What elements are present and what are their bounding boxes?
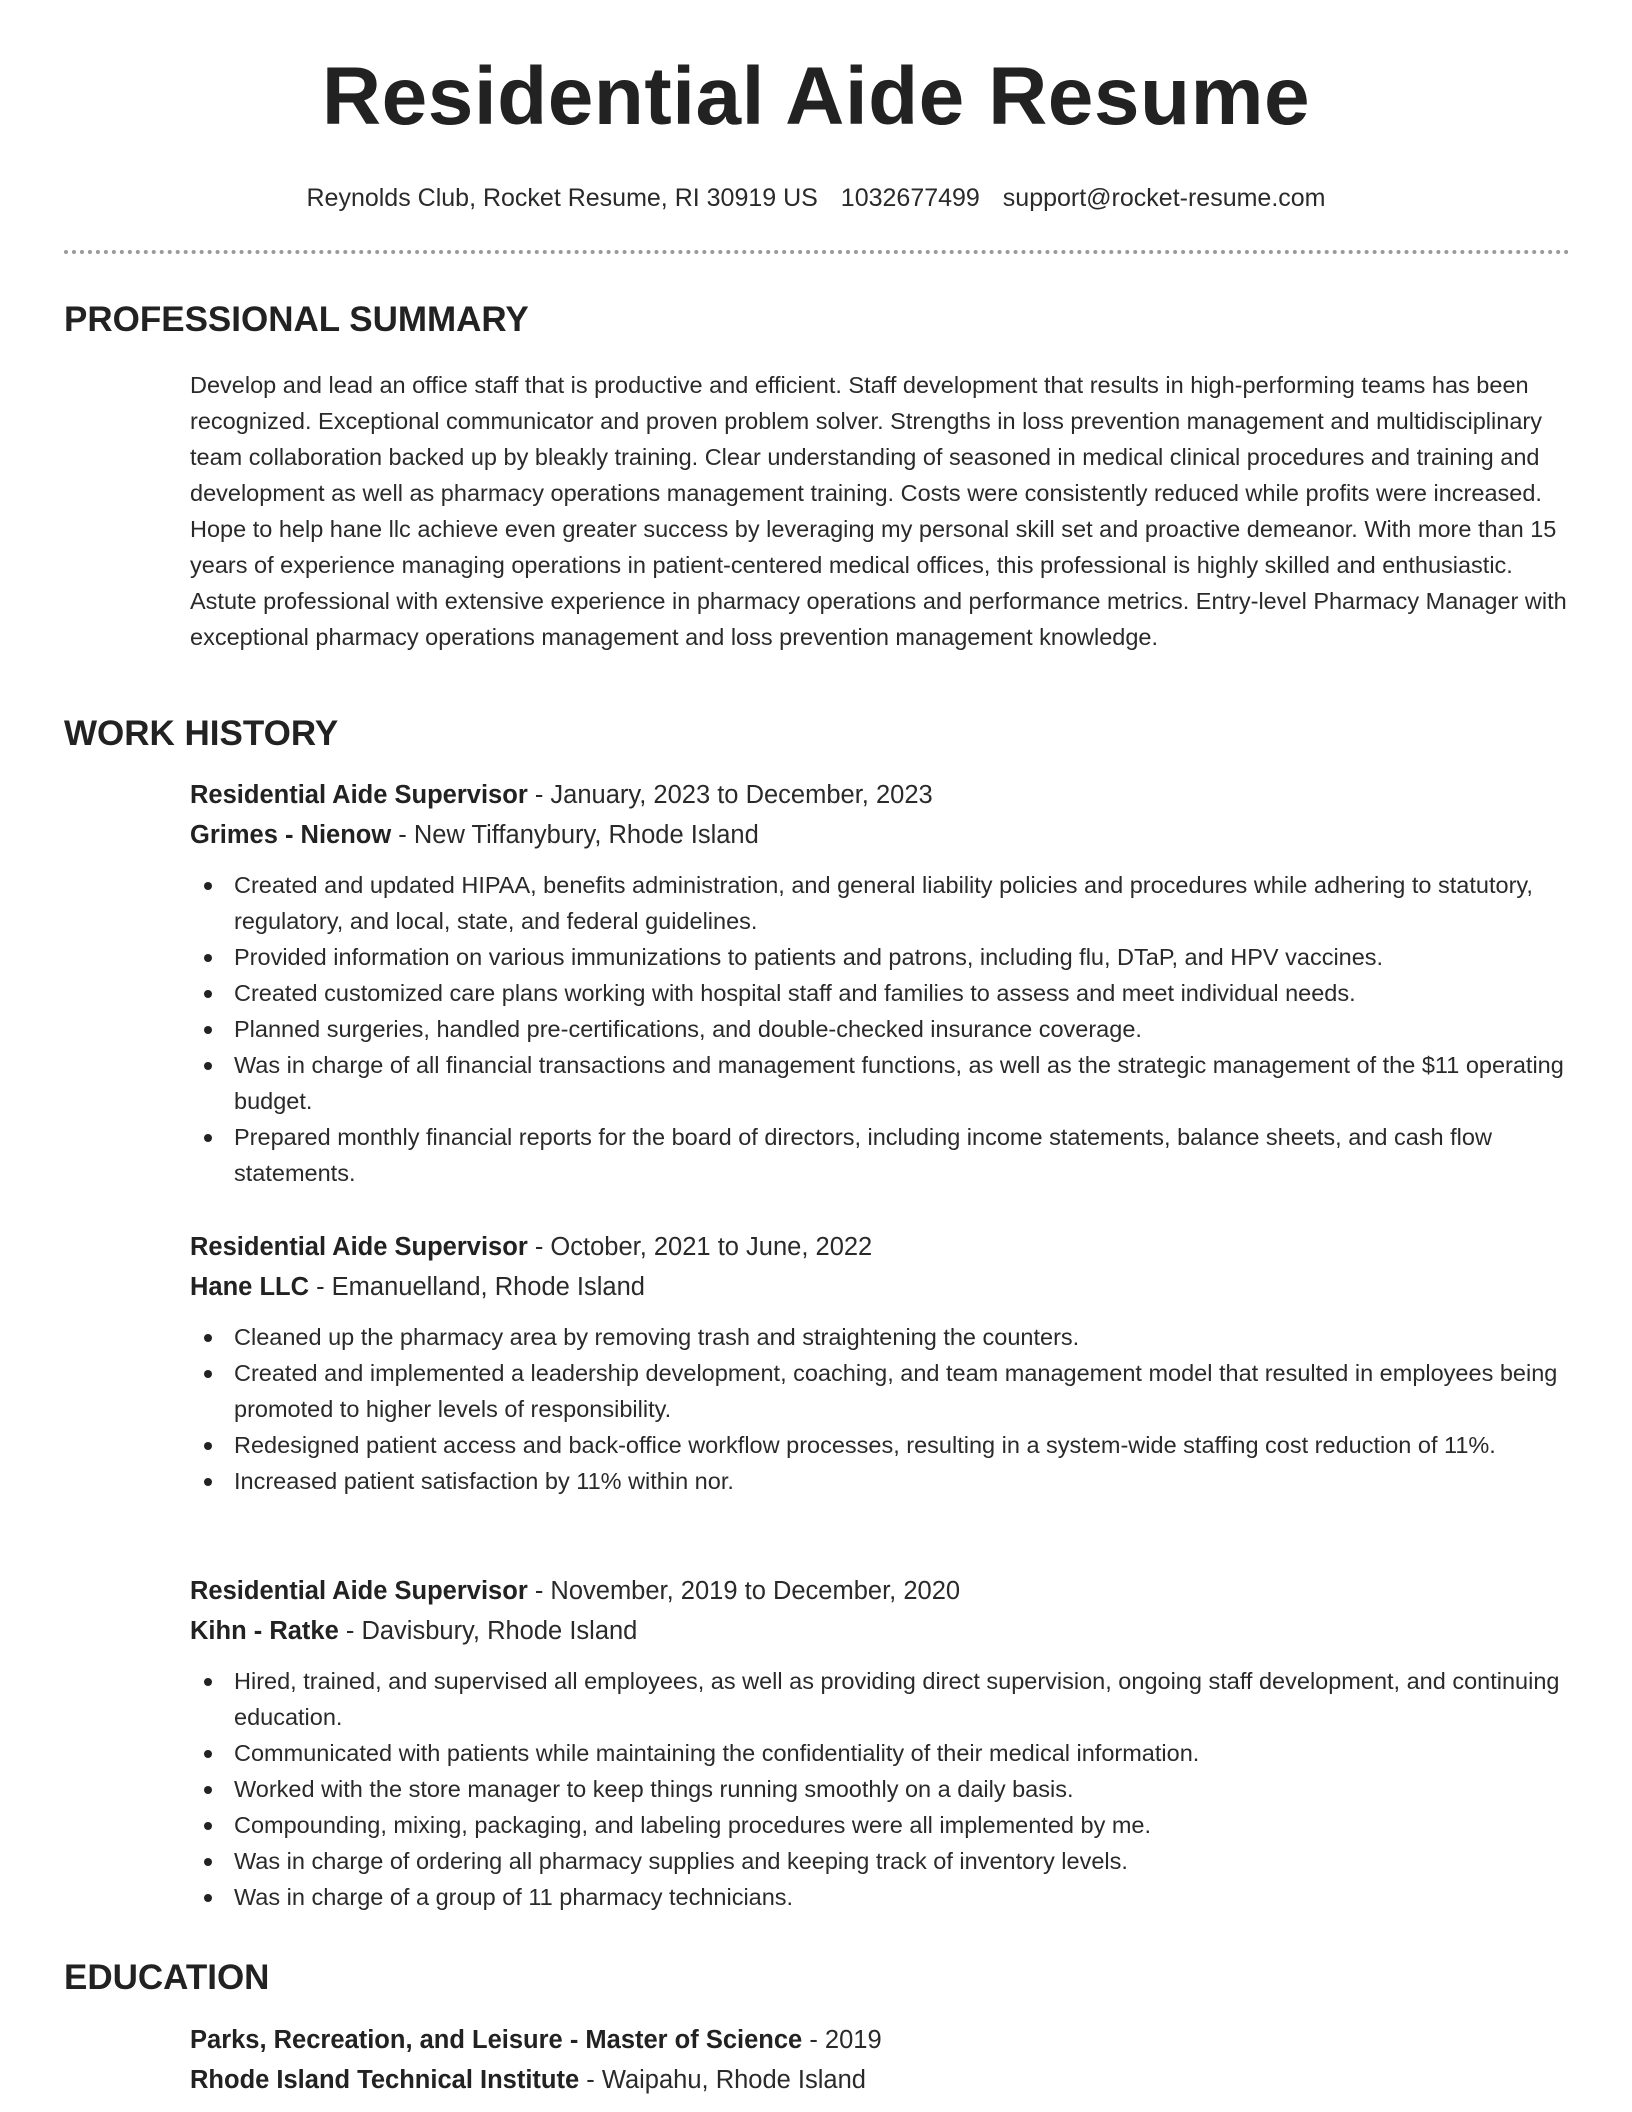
list-item: Worked with the store manager to keep things running smoothly on a daily basis.	[234, 1771, 1570, 1807]
job-bullets	[190, 867, 1570, 1191]
education-location: - Waipahu, Rhode Island	[579, 2066, 866, 2094]
contact-email: support@rocket-resume.com	[1002, 184, 1326, 212]
list-item: Created customized care plans working with hospital staff and families to assess and meet individual needs.	[234, 975, 1570, 1011]
job-location: - New Tiffanybury, Rhode Island	[391, 821, 759, 849]
job-title: Residential Aide Supervisor	[190, 1233, 528, 1261]
job-company-line	[190, 1611, 1570, 1651]
resume-title: Residential Aide Resume	[321, 51, 1311, 142]
job-dates: - October, 2021 to June, 2022	[527, 1233, 873, 1261]
job-title: Residential Aide Supervisor	[190, 781, 528, 809]
header-divider	[64, 250, 1570, 254]
job-location: - Davisbury, Rhode Island	[338, 1617, 638, 1645]
list-item: Hired, trained, and supervised all employees, as well as providing direct supervision, ongoing staff development, and continuing education.	[234, 1663, 1570, 1735]
education-school-line	[190, 2060, 1570, 2100]
job-entry	[190, 1227, 1570, 1499]
list-item: Prepared monthly financial reports for the board of directors, including income statements, balance sheets, and cash flow statements.	[234, 1119, 1570, 1191]
list-item: Planned surgeries, handled pre-certifications, and double-checked insurance coverage.	[234, 1011, 1570, 1047]
job-dates: - November, 2019 to December, 2020	[527, 1577, 961, 1605]
education-school: Rhode Island Technical Institute	[190, 2066, 580, 2094]
education-degree-line	[190, 2020, 1570, 2060]
job-entry	[190, 775, 1570, 1191]
list-item: Was in charge of all financial transactions and management functions, as well as the strategic management of the $11 operating budget.	[234, 1047, 1570, 1119]
list-item: Was in charge of a group of 11 pharmacy technicians.	[234, 1879, 1570, 1915]
job-company-line	[190, 1267, 1570, 1307]
job-title-line	[190, 775, 1570, 815]
list-item: Provided information on various immunizations to patients and patrons, including flu, DTaP, and HPV vaccines.	[234, 939, 1570, 975]
job-bullets	[190, 1663, 1570, 1915]
education-degree: Parks, Recreation, and Leisure - Master of Science	[190, 2026, 803, 2054]
job-title: Residential Aide Supervisor	[190, 1577, 528, 1605]
education-entry	[190, 2020, 1570, 2100]
education-heading: EDUCATION	[64, 1958, 270, 1997]
list-item: Was in charge of ordering all pharmacy supplies and keeping track of inventory levels.	[234, 1843, 1570, 1879]
list-item: Redesigned patient access and back-office workflow processes, resulting in a system-wide staffing cost reduction of 11%.	[234, 1427, 1570, 1463]
contact-line	[0, 183, 1632, 213]
contact-phone: 1032677499	[840, 184, 980, 212]
job-company-line	[190, 815, 1570, 855]
list-item: Communicated with patients while maintaining the confidentiality of their medical information.	[234, 1735, 1570, 1771]
list-item: Created and updated HIPAA, benefits administration, and general liability policies and procedures while adhering to statutory, regulatory, and local, state, and federal guidelines.	[234, 867, 1570, 939]
list-item: Compounding, mixing, packaging, and labeling procedures were all implemented by me.	[234, 1807, 1570, 1843]
job-bullets	[190, 1319, 1570, 1499]
job-company: Hane LLC	[190, 1273, 310, 1301]
job-entry	[190, 1571, 1570, 1915]
summary-text: Develop and lead an office staff that is productive and efficient. Staff development that results in high-performing teams has been recognized. Exceptional communicator and proven problem solver. Strengths in loss prevention management and multidisciplinary team collaboration backed up by bleakly training. Clear understanding of seasoned in medical clinical procedures and training and development as well as pharmacy operations management training. Costs were consistently reduced while profits were increased. Hope to help hane llc achieve even greater success by leveraging my personal skill set and proactive demeanor. With more than 15 years of experience managing operations in patient-centered medical offices, this professional is highly skilled and enthusiastic. Astute professional with extensive experience in pharmacy operations and performance metrics. Entry-level Pharmacy Manager with exceptional pharmacy operations management and loss prevention management knowledge.	[190, 372, 1567, 650]
job-dates: - January, 2023 to December, 2023	[527, 781, 933, 809]
job-company: Kihn - Ratke	[190, 1617, 339, 1645]
list-item: Increased patient satisfaction by 11% within nor.	[234, 1463, 1570, 1499]
list-item: Cleaned up the pharmacy area by removing trash and straightening the counters.	[234, 1319, 1570, 1355]
education-year: - 2019	[802, 2026, 882, 2054]
contact-address: Reynolds Club, Rocket Resume, RI 30919 US	[306, 184, 818, 212]
list-item: Created and implemented a leadership development, coaching, and team management model that resulted in employees being promoted to higher levels of responsibility.	[234, 1355, 1570, 1427]
job-title-line	[190, 1227, 1570, 1267]
job-company: Grimes - Nienow	[190, 821, 392, 849]
job-location: - Emanuelland, Rhode Island	[309, 1273, 645, 1301]
summary-heading: PROFESSIONAL SUMMARY	[64, 300, 529, 339]
work-history-heading: WORK HISTORY	[64, 714, 339, 753]
job-title-line	[190, 1571, 1570, 1611]
